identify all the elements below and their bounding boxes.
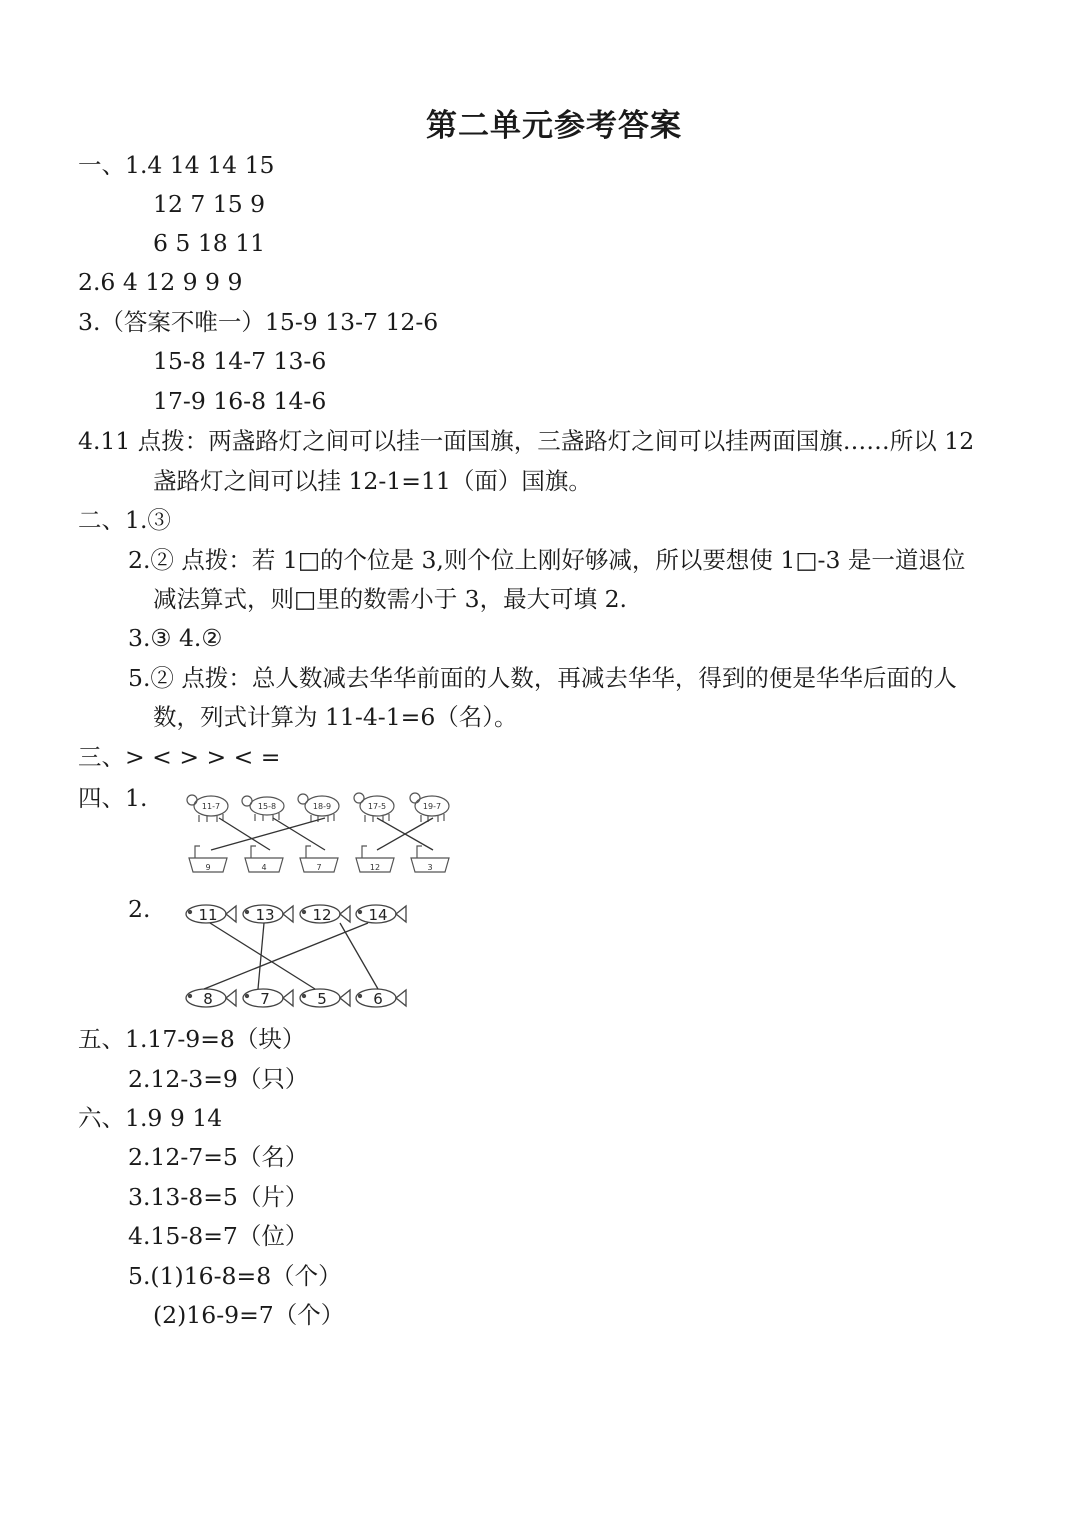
answer-line: 四、1.	[78, 784, 148, 812]
answer-line: 3.③ 4.②	[128, 624, 223, 652]
answer-line: 4.15-8=7（位）	[128, 1222, 309, 1250]
answer-line: 2.12-3=9（只）	[128, 1065, 309, 1093]
animal-label: 11-7	[201, 802, 221, 811]
fish-label: 12	[312, 906, 332, 924]
answer-line: 4.11 点拨：两盏路灯之间可以挂一面国旗，三盏路灯之间可以挂两面国旗……所以 12	[78, 427, 975, 455]
answer-line: (2)16-9=7（个）	[153, 1301, 345, 1329]
animal-label: 18-9	[312, 802, 332, 811]
tub-label: 7	[316, 863, 322, 872]
fish-label: 7	[260, 990, 270, 1008]
matching-figure-fish	[180, 898, 412, 1014]
answer-line: 2.	[128, 895, 151, 923]
answer-line: 2.② 点拨：若 1□的个位是 3,则个位上刚好够减，所以要想使 1□-3 是一道退位	[128, 546, 966, 574]
match-line	[340, 923, 378, 989]
fish-label: 5	[317, 990, 327, 1008]
answer-line: 二、1.③	[78, 506, 171, 534]
animal-label: 15-8	[257, 802, 277, 811]
fish-label: 11	[198, 906, 218, 924]
answer-line: 12 7 15 9	[153, 190, 266, 218]
tub-label: 9	[205, 863, 211, 872]
answer-line: 三、> < > > < =	[78, 743, 281, 771]
animal-label: 17-5	[367, 802, 387, 811]
matching-figure-animals	[175, 786, 460, 882]
answer-line: 17-9 16-8 14-6	[153, 387, 327, 415]
answer-line: 六、1.9 9 14	[78, 1104, 223, 1132]
answer-line: 五、1.17-9=8（块）	[78, 1025, 306, 1053]
fish-label: 8	[203, 990, 213, 1008]
tub-label: 12	[369, 863, 381, 872]
answer-line: 3.（答案不唯一）15-9 13-7 12-6	[78, 308, 439, 336]
answer-line: 减法算式，则□里的数需小于 3，最大可填 2.	[153, 585, 628, 613]
answer-line: 2.12-7=5（名）	[128, 1143, 309, 1171]
fish-label: 14	[368, 906, 388, 924]
answer-line: 3.13-8=5（片）	[128, 1183, 309, 1211]
tub-label: 3	[427, 863, 433, 872]
fish-label: 13	[255, 906, 275, 924]
answer-line: 盏路灯之间可以挂 12-1=11（面）国旗。	[153, 467, 592, 495]
animal-label: 19-7	[422, 802, 442, 811]
match-line	[273, 818, 325, 850]
answer-line: 5.② 点拨：总人数减去华华前面的人数，再减去华华，得到的便是华华后面的人	[128, 664, 957, 692]
match-line	[204, 923, 368, 989]
fish-label: 6	[373, 990, 383, 1008]
answer-line: 2.6 4 12 9 9 9	[78, 268, 243, 296]
answer-line: 6 5 18 11	[153, 229, 266, 257]
answer-line: 一、1.4 14 14 15	[78, 151, 275, 179]
answer-line: 15-8 14-7 13-6	[153, 347, 327, 375]
answer-line: 数，列式计算为 11-4-1=6（名）。	[153, 703, 518, 731]
answer-line: 5.(1)16-8=8（个）	[128, 1262, 342, 1290]
tub-label: 4	[261, 863, 267, 872]
match-line	[211, 818, 325, 850]
page-title: 第二单元参考答案	[426, 108, 682, 144]
